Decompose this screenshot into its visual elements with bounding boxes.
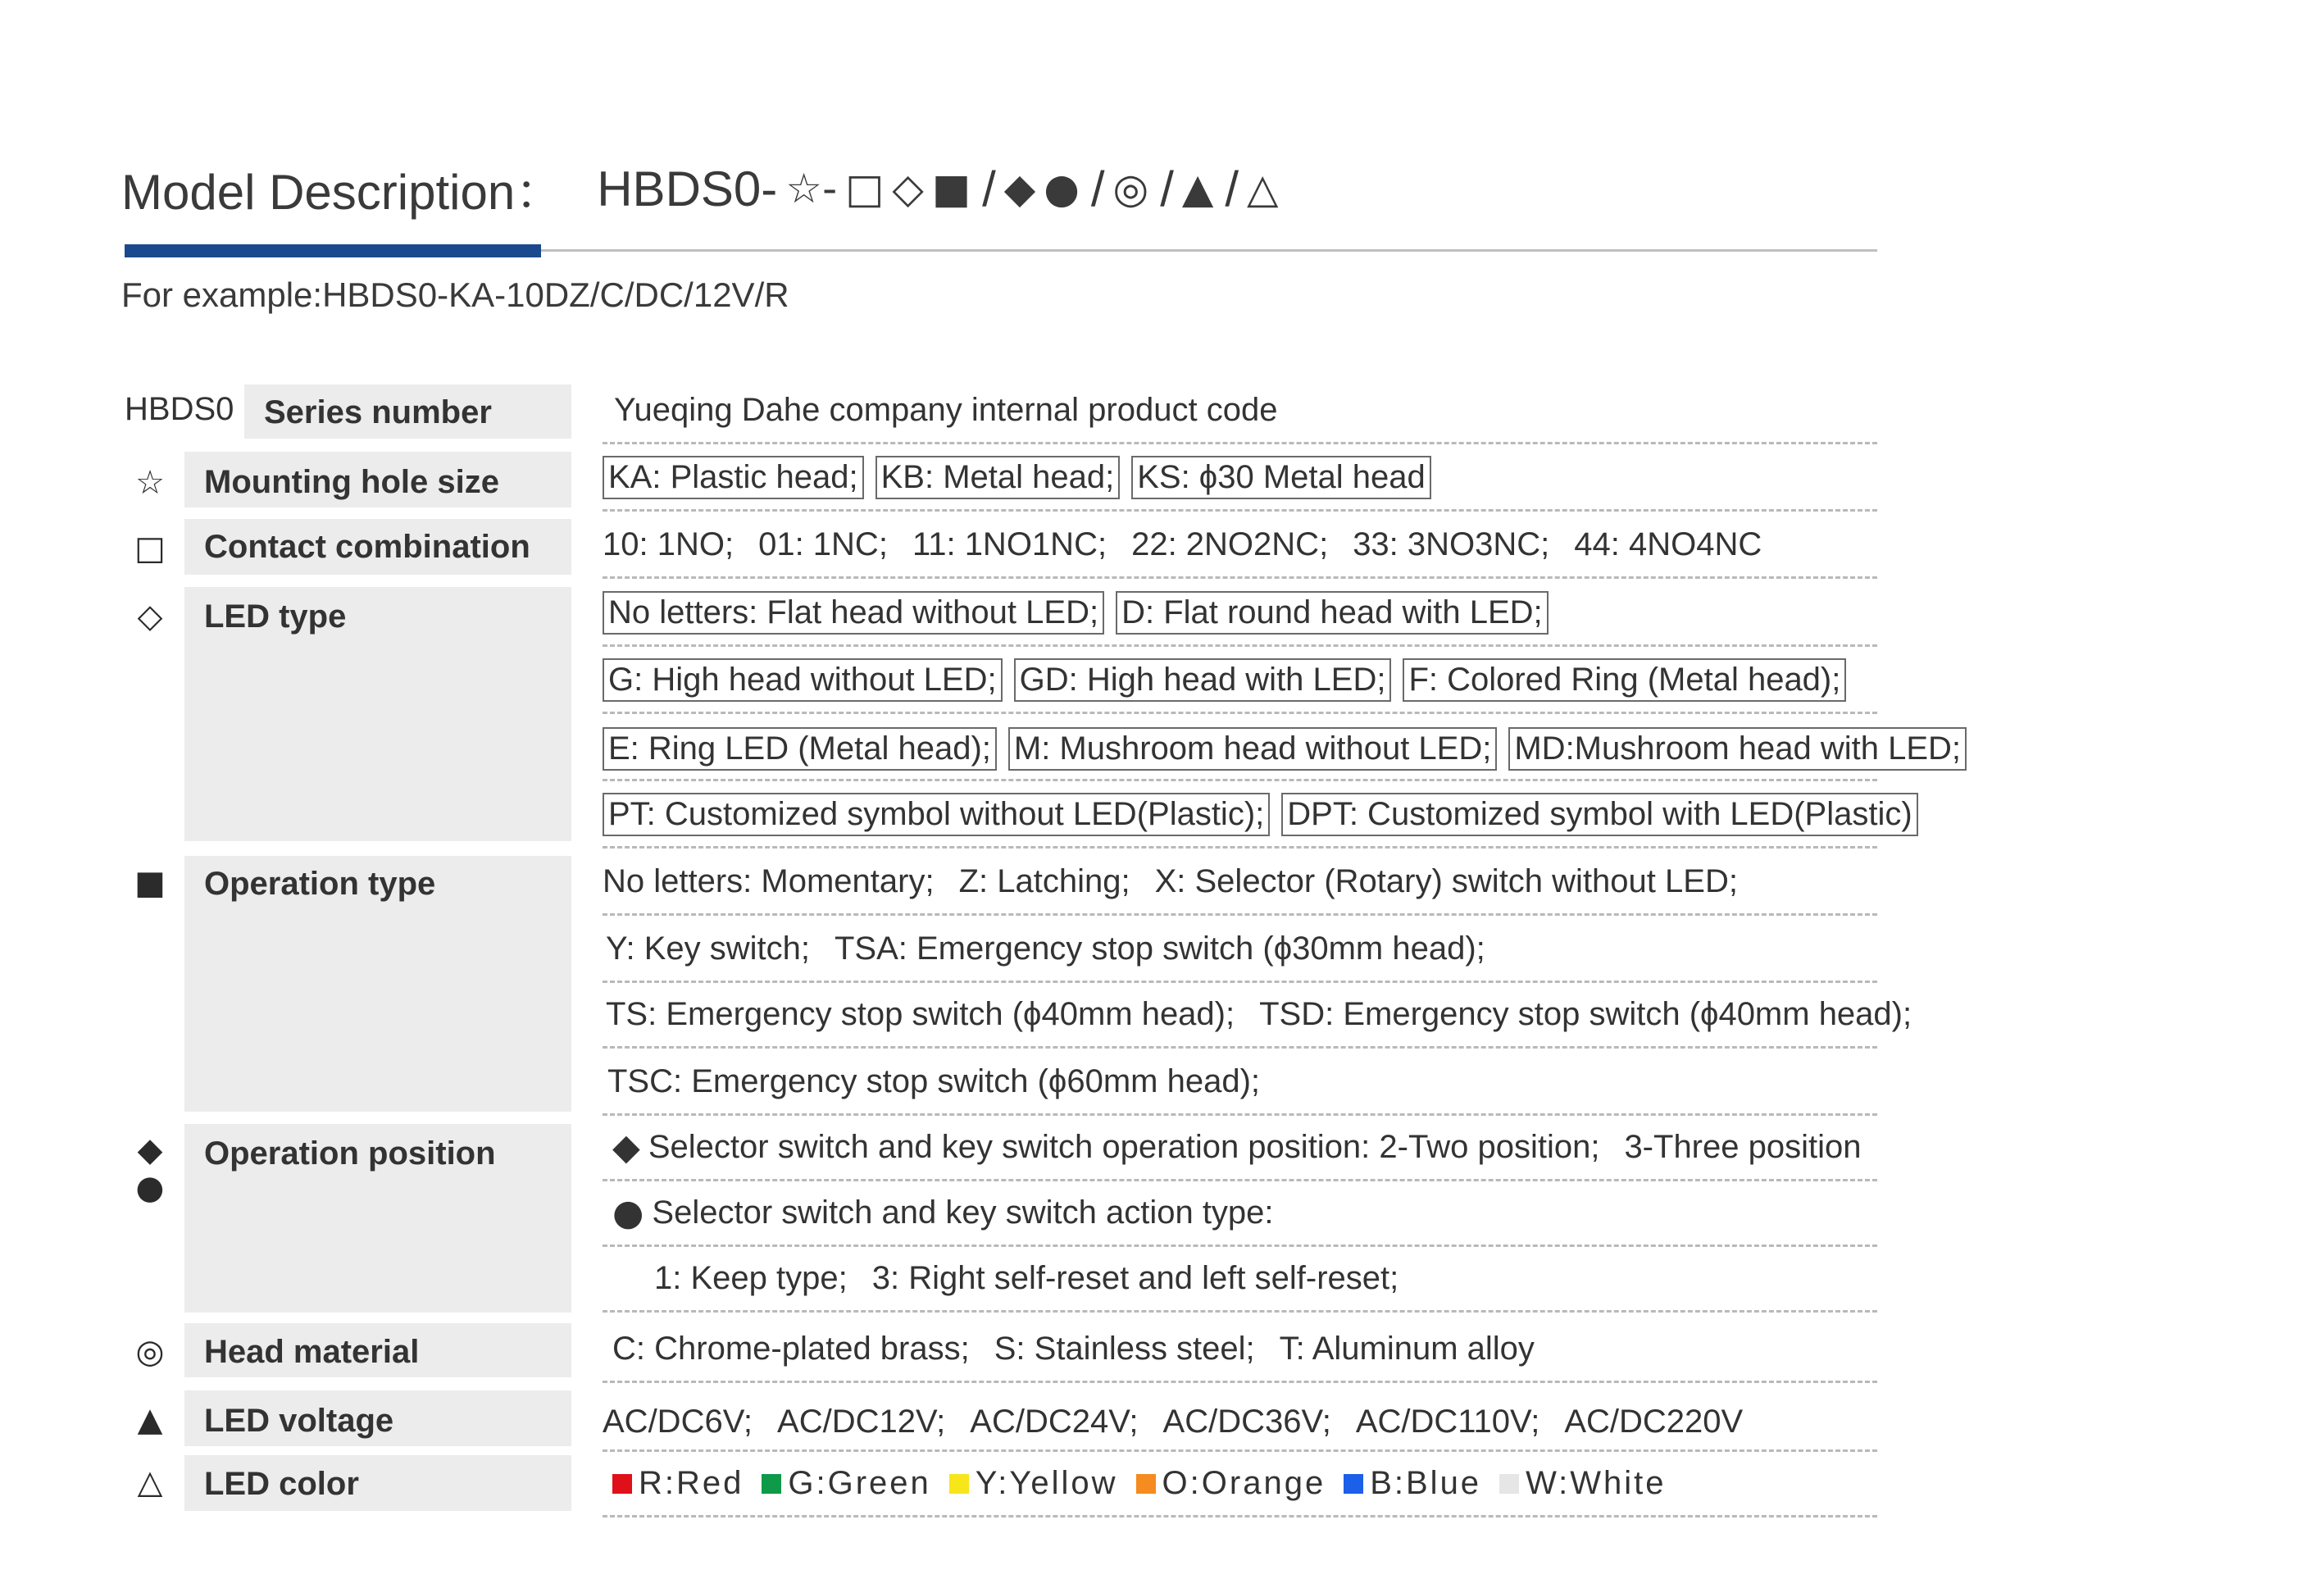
- operation-type-row-4: [603, 1050, 1877, 1116]
- contact-combination-row: [603, 513, 1877, 579]
- voltage-6v: AC/DC6V;: [603, 1404, 753, 1440]
- star-outline-icon: ☆: [135, 464, 165, 502]
- label-led-type: LED type: [184, 587, 571, 841]
- color-red: [612, 1465, 744, 1502]
- color-yellow: [949, 1465, 1118, 1502]
- option-md: MD:Mushroom head with LED;: [1508, 727, 1967, 771]
- operation-type-row-3: [603, 983, 1912, 1049]
- mounting-hole-row: [603, 446, 1877, 512]
- label-contact-combination: Contact combination: [184, 519, 571, 575]
- op-latching: Z: Latching;: [958, 863, 1130, 899]
- material-aluminum: T: Aluminum alloy: [1279, 1331, 1535, 1367]
- title-slash: /: [1090, 161, 1105, 216]
- label-series-number: Series number: [244, 384, 571, 439]
- action-type-heading: Selector switch and key switch action type:: [652, 1194, 1274, 1231]
- label-operation-position: Operation position: [184, 1124, 571, 1313]
- color-white-label: W:White: [1526, 1465, 1667, 1501]
- color-white: [1499, 1465, 1666, 1502]
- led-type-row-4: [603, 783, 1912, 849]
- title-symbol-bullseye: ◎: [1112, 165, 1149, 212]
- orange-swatch: [1136, 1474, 1156, 1494]
- title-symbol-triangle-filled: ▲: [1181, 165, 1214, 212]
- op-tsa: TSA: Emergency stop switch (ϕ30mm head);: [834, 931, 1485, 967]
- title-symbol-diamond-filled: ◆: [1003, 165, 1036, 212]
- title-symbol-star: ☆-: [785, 165, 838, 212]
- triangle-outline-icon: △: [137, 1463, 163, 1501]
- led-type-row-3-divider: [603, 716, 1877, 781]
- operation-position-row-3: [603, 1247, 1877, 1313]
- action-self-reset: 3: Right self-reset and left self-reset;: [871, 1260, 1399, 1296]
- led-voltage-row: [603, 1386, 1877, 1452]
- title-slash: /: [982, 161, 996, 216]
- label-led-color: LED color: [184, 1455, 571, 1511]
- option-gd: GD: High head with LED;: [1014, 658, 1392, 702]
- title-symbol-circle-filled: ●: [1044, 165, 1080, 212]
- position-three: 3-Three position: [1624, 1129, 1862, 1165]
- bullseye-icon: ◎: [135, 1333, 165, 1371]
- position-two: Selector switch and key switch operation position: 2-Two position;: [648, 1129, 1600, 1165]
- color-green: [762, 1465, 930, 1502]
- operation-position-row-1: [603, 1116, 1877, 1181]
- diamond-bullet-icon: ◆: [612, 1126, 640, 1168]
- contact-11: 11: 1NO1NC;: [912, 526, 1107, 562]
- led-color-row: [603, 1452, 1877, 1517]
- diamond-filled-icon: ◆: [137, 1131, 163, 1169]
- triangle-filled-icon: ▲: [137, 1401, 163, 1439]
- color-orange-label: O:Orange: [1162, 1465, 1326, 1501]
- title-slash: /: [1160, 161, 1174, 216]
- series-description: Yueqing Dahe company internal product code: [614, 392, 1278, 428]
- diamond-outline-icon: ◇: [137, 598, 163, 635]
- option-kb: KB: Metal head;: [875, 456, 1121, 499]
- white-swatch: [1499, 1474, 1519, 1494]
- color-orange: [1136, 1465, 1326, 1502]
- color-blue: [1344, 1465, 1481, 1502]
- option-dpt: DPT: Customized symbol with LED(Plastic): [1281, 793, 1917, 836]
- circle-filled-icon: ●: [135, 1169, 165, 1207]
- action-keep: 1: Keep type;: [654, 1260, 848, 1296]
- material-chrome: C: Chrome-plated brass;: [612, 1331, 970, 1367]
- option-d: D: Flat round head with LED;: [1116, 591, 1549, 635]
- option-g: G: High head without LED;: [603, 658, 1003, 702]
- label-mounting-hole-size: Mounting hole size: [184, 452, 571, 507]
- contact-10: 10: 1NO;: [603, 526, 734, 562]
- option-pt: PT: Customized symbol without LED(Plastic);: [603, 793, 1270, 836]
- material-stainless: S: Stainless steel;: [994, 1331, 1255, 1367]
- option-flat-no-led: No letters: Flat head without LED;: [603, 591, 1104, 635]
- series-number-row: [603, 379, 1877, 444]
- op-tsc: TSC: Emergency stop switch (ϕ60mm head);: [607, 1063, 1260, 1099]
- color-blue-label: B:Blue: [1370, 1465, 1482, 1501]
- model-code: HBDS0-: [597, 161, 778, 216]
- square-filled-icon: ■: [134, 864, 166, 902]
- op-momentary: No letters: Momentary;: [603, 863, 935, 899]
- voltage-110v: AC/DC110V;: [1355, 1404, 1540, 1440]
- option-ks: KS: ϕ30 Metal head: [1131, 456, 1431, 499]
- contact-22: 22: 2NO2NC;: [1131, 526, 1329, 562]
- title-slash: /: [1225, 161, 1239, 216]
- op-ts: TS: Emergency stop switch (ϕ40mm head);: [606, 996, 1235, 1032]
- voltage-12v: AC/DC12V;: [777, 1404, 946, 1440]
- color-green-label: G:Green: [788, 1465, 931, 1501]
- series-code: HBDS0: [125, 391, 234, 427]
- title-symbol-square-outline: □: [845, 165, 885, 212]
- label-operation-type: Operation type: [184, 856, 571, 1112]
- op-selector: X: Selector (Rotary) switch without LED;: [1154, 863, 1738, 899]
- title-symbol-square-filled: ■: [931, 165, 971, 212]
- voltage-24v: AC/DC24V;: [970, 1404, 1139, 1440]
- led-type-row-1: [603, 581, 1877, 647]
- contact-33: 33: 3NO3NC;: [1353, 526, 1550, 562]
- title-symbol-triangle-outline: △: [1246, 165, 1279, 212]
- circle-bullet-icon: ●: [612, 1192, 644, 1234]
- title-symbol-diamond-outline: ◇: [892, 165, 924, 212]
- yellow-swatch: [949, 1474, 969, 1494]
- option-ka: KA: Plastic head;: [603, 456, 864, 499]
- color-red-label: R:Red: [639, 1465, 744, 1501]
- option-f: F: Colored Ring (Metal head);: [1403, 658, 1846, 702]
- color-yellow-label: Y:Yellow: [975, 1465, 1118, 1501]
- operation-type-row-2: [603, 917, 1877, 983]
- contact-44: 44: 4NO4NC: [1574, 526, 1762, 562]
- title-label: Model Description：: [121, 165, 565, 220]
- title-accent-bar: [125, 244, 541, 257]
- contact-01: 01: 1NC;: [758, 526, 888, 562]
- option-m: M: Mushroom head without LED;: [1008, 727, 1497, 771]
- green-swatch: [762, 1474, 781, 1494]
- op-tsd: TSD: Emergency stop switch (ϕ40mm head);: [1259, 996, 1912, 1032]
- voltage-36v: AC/DC36V;: [1162, 1404, 1331, 1440]
- model-description-title: [121, 156, 1278, 221]
- voltage-220v: AC/DC220V: [1564, 1404, 1744, 1440]
- blue-swatch: [1344, 1474, 1363, 1494]
- operation-position-row-2: [603, 1181, 1877, 1247]
- option-e: E: Ring LED (Metal head);: [603, 727, 997, 771]
- led-type-row-2: [603, 648, 1877, 714]
- operation-type-row-1: [603, 850, 1877, 916]
- red-swatch: [612, 1474, 632, 1494]
- example-text: For example:HBDS0-KA-10DZ/C/DC/12V/R: [121, 275, 789, 314]
- op-key: Y: Key switch;: [606, 931, 810, 967]
- head-material-row: [603, 1317, 1877, 1383]
- label-led-voltage: LED voltage: [184, 1390, 571, 1446]
- square-outline-icon: □: [134, 530, 166, 567]
- label-head-material: Head material: [184, 1323, 571, 1377]
